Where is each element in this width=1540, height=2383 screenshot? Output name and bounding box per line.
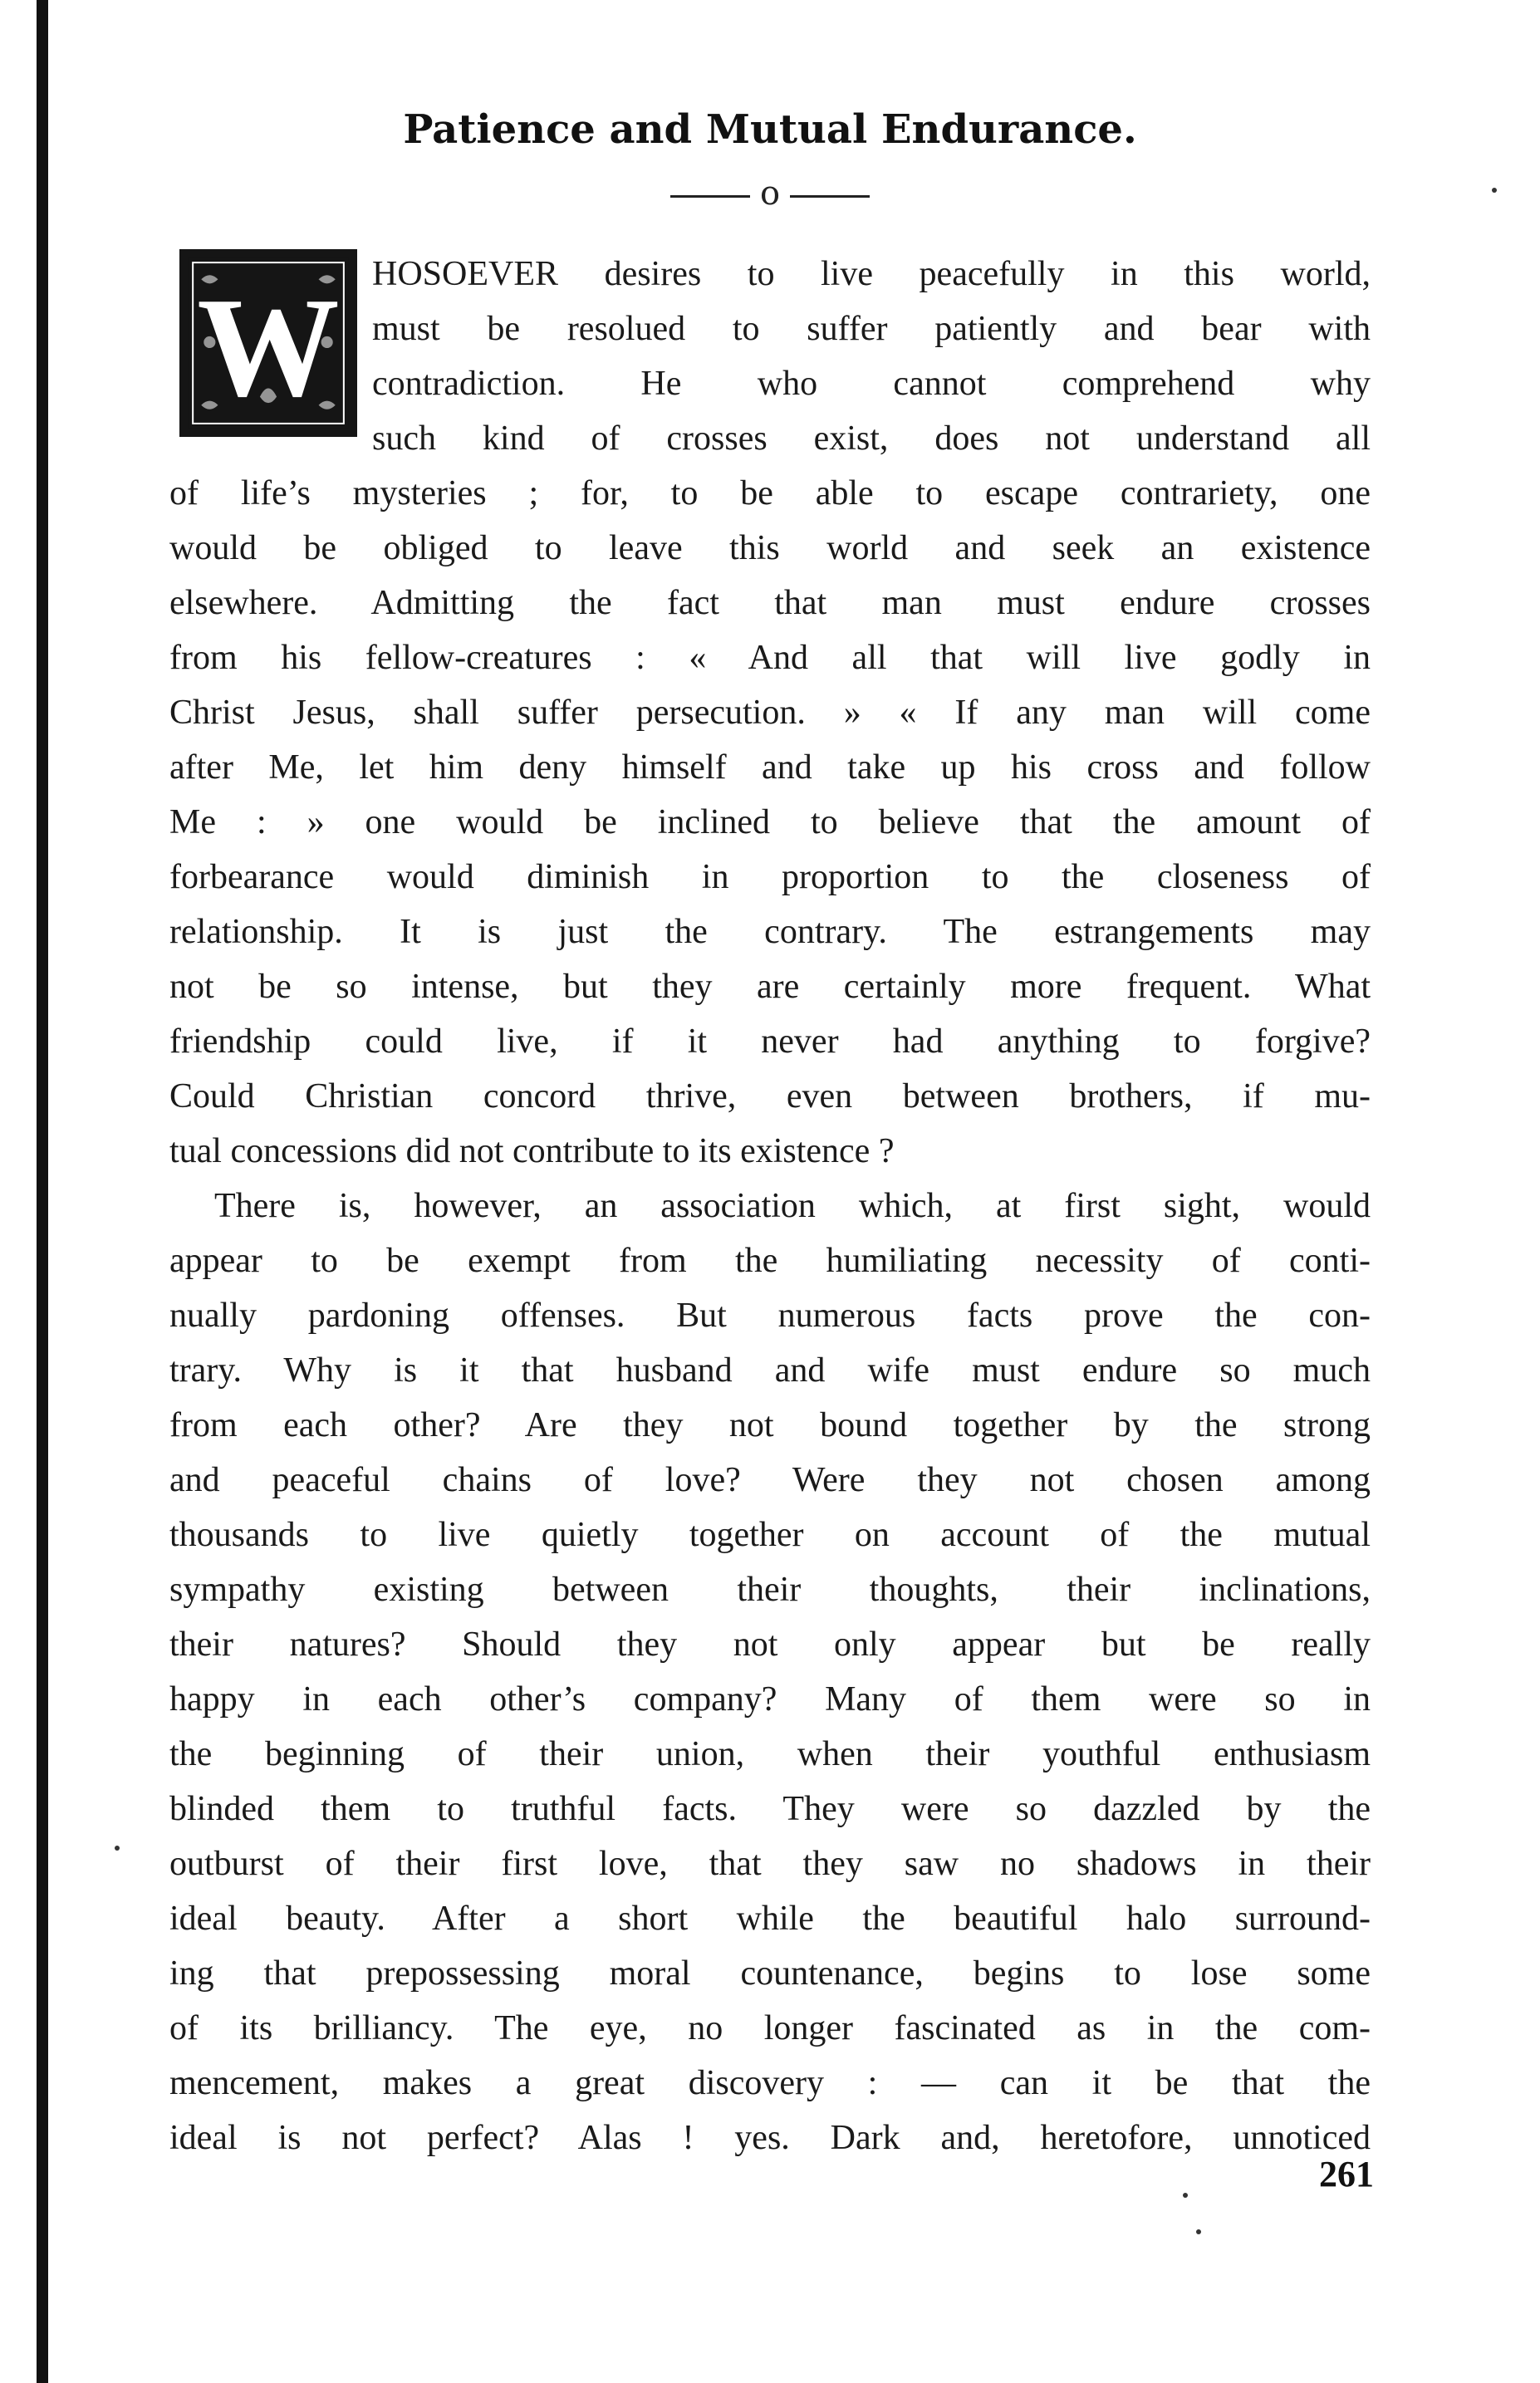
text-line: after Me, let him deny himself and take up his cross and follow — [169, 748, 1371, 787]
text-line: would be obliged to leave this world and seek an existence — [169, 529, 1371, 567]
text-line: trary. Why is it that husband and wife must endure so much — [169, 1351, 1371, 1390]
text-line: sympathy existing between their thoughts, their inclinations, — [169, 1571, 1371, 1609]
text-line: contradiction. He who cannot comprehend why — [372, 365, 1371, 403]
text-line: of life’s mysteries ; for, to be able to escape contrariety, one — [169, 474, 1371, 512]
text-line: relationship. It is just the contrary. The estrangements may — [169, 913, 1371, 951]
page-title: Patience and Mutual Endurance. — [403, 106, 1137, 153]
text-line: Could Christian concord thrive, even between brothers, if mu- — [169, 1077, 1371, 1115]
text-line: the beginning of their union, when their youthful enthusiasm — [169, 1735, 1371, 1773]
text-line: friendship could live, if it never had anything to forgive? — [169, 1022, 1371, 1061]
paper-speck — [1196, 2229, 1201, 2234]
text-line: mencement, makes a great discovery : — can it be that the — [169, 2064, 1371, 2102]
text-line: tual concessions did not contribute to its existence ? — [169, 1132, 895, 1170]
paper-speck — [1183, 2193, 1188, 2198]
text-line: outburst of their first love, that they saw no shadows in their — [169, 1845, 1371, 1883]
page-number: 261 — [1319, 2154, 1374, 2194]
text-line: blinded them to truthful facts. They were so dazzled by the — [169, 1790, 1371, 1828]
text-line: HOSOEVER desires to live peacefully in this world, — [372, 255, 1371, 293]
text-line: such kind of crosses exist, does not understand all — [372, 419, 1371, 458]
text-line: ideal beauty. After a short while the beautiful halo surround- — [169, 1900, 1371, 1938]
text-line: Me : » one would be inclined to believe that the amount of — [169, 803, 1371, 841]
text-line: and peaceful chains of love? Were they not chosen among — [169, 1461, 1371, 1499]
text-line: of its brilliancy. The eye, no longer fascinated as in the com- — [169, 2009, 1371, 2047]
text-line: from each other? Are they not bound together by the strong — [169, 1406, 1371, 1444]
text-line: happy in each other’s company? Many of them were so in — [169, 1680, 1371, 1719]
text-line: not be so intense, but they are certainly more frequent. What — [169, 968, 1371, 1006]
text-line: thousands to live quietly together on account of the mutual — [169, 1516, 1371, 1554]
drop-cap-letter: W — [197, 268, 340, 427]
text-line: ing that prepossessing moral countenance, begins to lose some — [169, 1954, 1371, 1993]
text-line: ideal is not perfect? Alas ! yes. Dark and, heretofore, unnoticed — [169, 2119, 1371, 2157]
paper-speck — [1492, 188, 1497, 193]
text-line: must be resolued to suffer patiently and bear with — [372, 310, 1371, 348]
text-line: There is, however, an association which, at first sight, would — [214, 1187, 1371, 1225]
text-line: appear to be exempt from the humiliating necessity of conti- — [169, 1242, 1371, 1280]
paper-speck — [115, 1846, 120, 1851]
text-line: forbearance would diminish in proportion to the closeness of — [169, 858, 1371, 896]
ornament-circle: o — [759, 174, 781, 213]
text-line: Christ Jesus, shall suffer persecution. » « If any man will come — [169, 694, 1371, 732]
text-line: from his fellow-creatures : « And all that will live godly in — [169, 639, 1371, 677]
text-line: elsewhere. Admitting the fact that man must endure crosses — [169, 584, 1371, 622]
text-line: nually pardoning offenses. But numerous facts prove the con- — [169, 1297, 1371, 1335]
text-line: their natures? Should they not only appear but be really — [169, 1625, 1371, 1664]
